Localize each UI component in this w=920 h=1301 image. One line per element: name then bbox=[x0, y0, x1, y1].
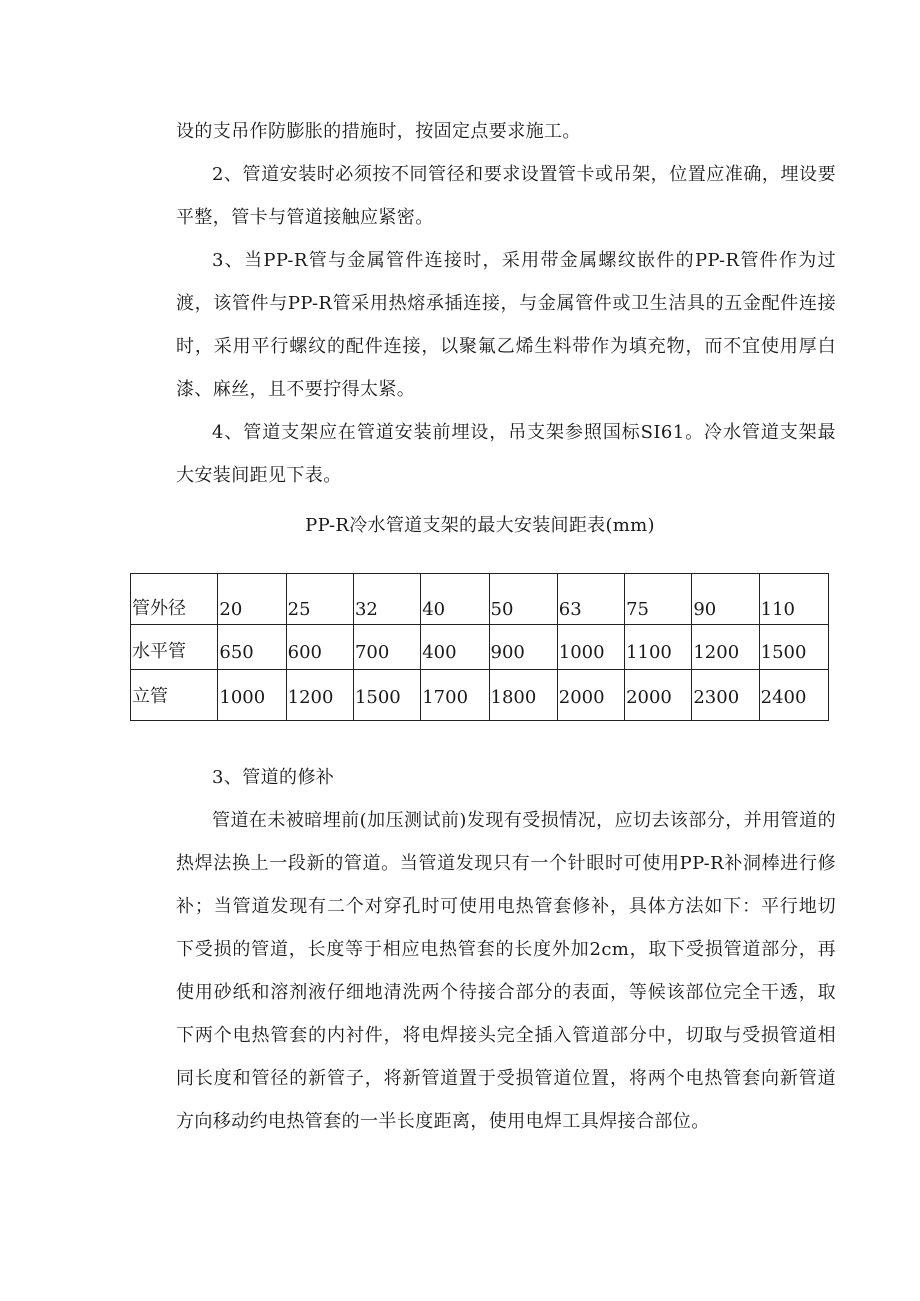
table-cell: 1800 bbox=[489, 670, 557, 721]
paragraph-repair: 管道在未被暗埋前(加压测试前)发现有受损情况，应切去该部分，并用管道的热焊法换上一段新的管道。当管道发现只有一个针眼时可使用PP-R补洞棒进行修补；当管道发现有二个对穿孔时可使用电热管套修补，具体方法如下：平行地切下受损的管道，长度等于相应电热管套的长度外加2cm，取下受损管道部分，再使用砂纸和溶剂液仔细地清洗两个待接合部分的表面，等候该部位完全干透，取下两个电热管套的内衬件，将电焊接头完全插入管道部分中，切取与受损管道相同长度和管径的新管子，将新管道置于受损管道位置，将两个电热管套向新管道方向移动约电热管套的一半长度距离，使用电焊工具焊接合部位。 bbox=[176, 810, 836, 1132]
table-cell: 2000 bbox=[557, 670, 624, 721]
repair-section bbox=[176, 756, 836, 1143]
table-row-outer-diameter bbox=[131, 574, 829, 625]
table-cell: 1500 bbox=[353, 670, 420, 721]
table-cell: 90 bbox=[692, 574, 759, 625]
row-label: 水平管 bbox=[131, 625, 218, 670]
table-cell: 1100 bbox=[625, 625, 692, 670]
table-cell: 2400 bbox=[759, 670, 828, 721]
table-cell: 25 bbox=[286, 574, 353, 625]
section-heading: 3、管道的修补 bbox=[212, 767, 335, 788]
table-cell: 1000 bbox=[218, 670, 286, 721]
table-cell: 20 bbox=[218, 574, 286, 625]
table-cell: 400 bbox=[421, 625, 489, 670]
row-label: 立管 bbox=[131, 670, 218, 721]
table-cell: 2300 bbox=[692, 670, 759, 721]
table-cell: 50 bbox=[489, 574, 557, 625]
table-cell: 700 bbox=[353, 625, 420, 670]
paragraph-item-3: 3、当PP-R管与金属管件连接时，采用带金属螺纹嵌件的PP-R管件作为过渡，该管件与PP-R管采用热熔承插连接，与金属管件或卫生洁具的五金配件连接时，采用平行螺纹的配件连接，以聚氟乙烯生料带作为填充物，而不宜使用厚白漆、麻丝，且不要拧得太紧。 bbox=[176, 250, 836, 400]
table-cell: 1700 bbox=[421, 670, 489, 721]
table-cell: 32 bbox=[353, 574, 420, 625]
table-cell: 900 bbox=[489, 625, 557, 670]
paragraph-item-4: 4、管道支架应在管道安装前埋设，吊支架参照国标SI61。冷水管道支架最大安装间距见下表。 bbox=[176, 422, 836, 486]
table-cell: 1500 bbox=[759, 625, 828, 670]
table-row-vertical-pipe bbox=[131, 670, 829, 721]
table-cell: 110 bbox=[759, 574, 828, 625]
paragraph-continuation: 设的支吊作防膨胀的措施时，按固定点要求施工。 bbox=[176, 121, 581, 142]
table-row-horizontal-pipe bbox=[131, 625, 829, 670]
table-cell: 650 bbox=[218, 625, 286, 670]
top-text-section bbox=[176, 110, 836, 497]
table-cell: 40 bbox=[421, 574, 489, 625]
paragraph-item-2: 2、管道安装时必须按不同管径和要求设置管卡或吊架，位置应准确，埋设要平整，管卡与管道接触应紧密。 bbox=[176, 164, 836, 228]
table-cell: 1200 bbox=[286, 670, 353, 721]
table-cell: 2000 bbox=[625, 670, 692, 721]
row-label: 管外径 bbox=[131, 574, 218, 625]
table-cell: 63 bbox=[557, 574, 624, 625]
table-cell: 1000 bbox=[557, 625, 624, 670]
table-title: PP-R冷水管道支架的最大安装间距表(mm) bbox=[305, 515, 655, 536]
table-cell: 600 bbox=[286, 625, 353, 670]
table-cell: 75 bbox=[625, 574, 692, 625]
support-spacing-table bbox=[130, 573, 829, 721]
table-cell: 1200 bbox=[692, 625, 759, 670]
